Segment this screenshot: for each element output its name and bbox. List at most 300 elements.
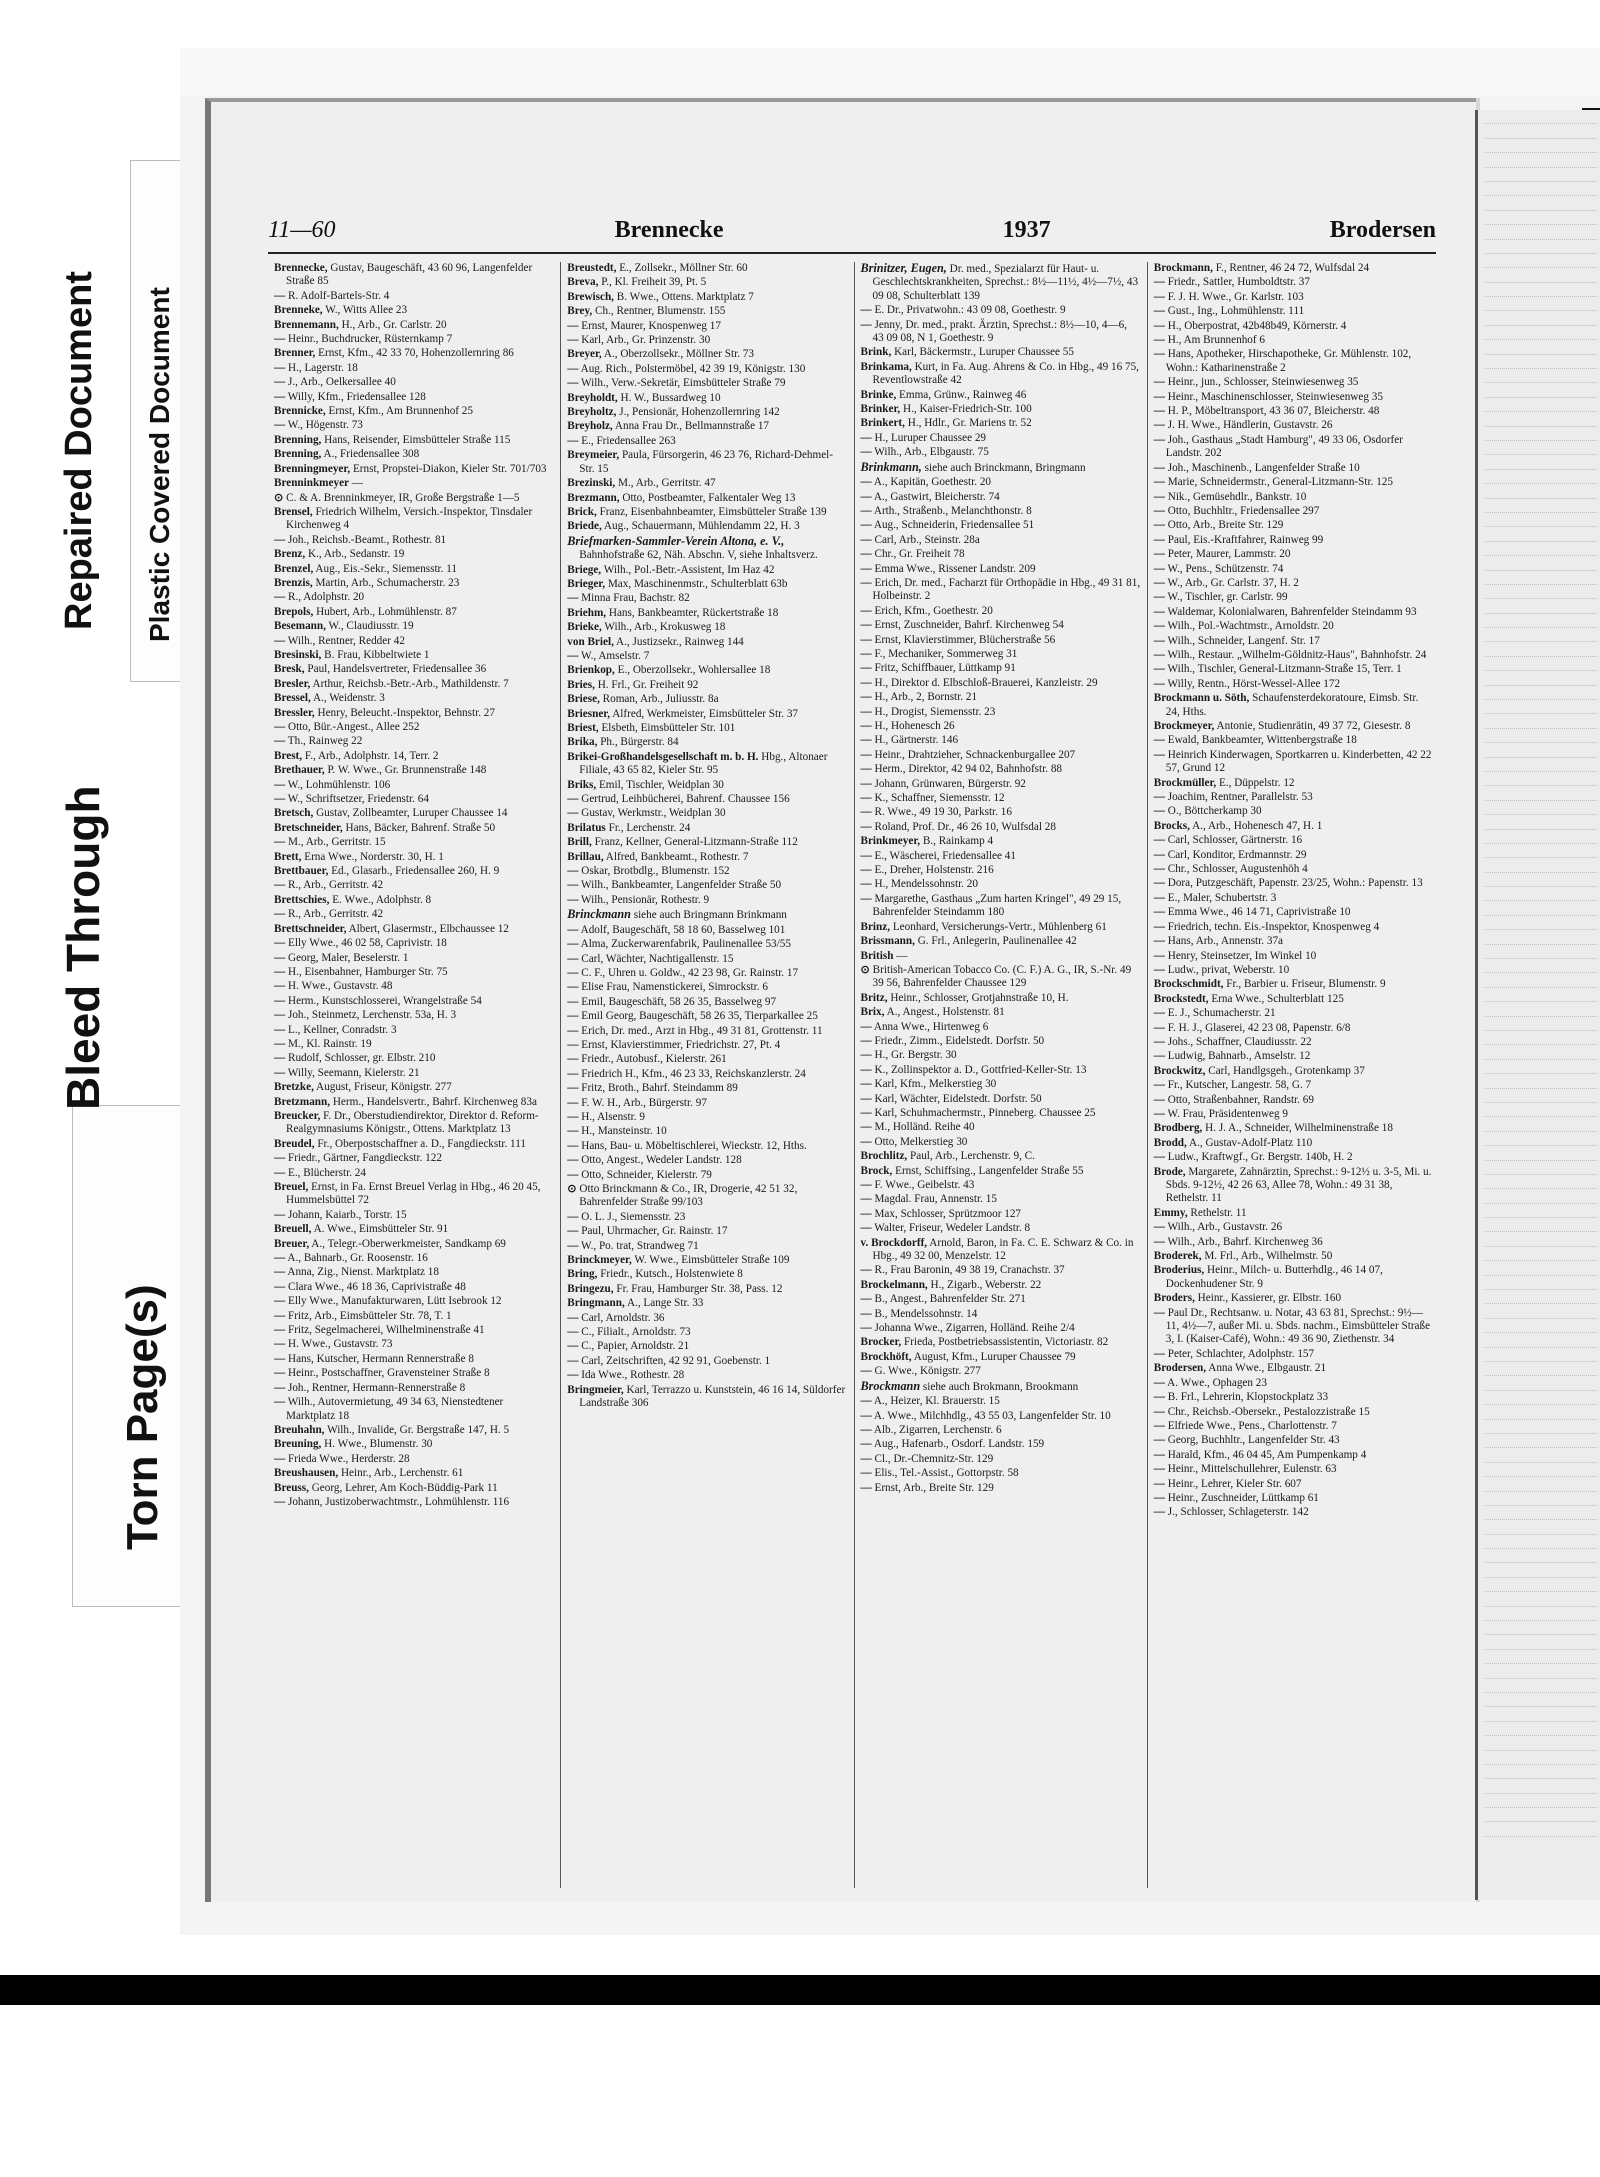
entry-name: v. Brockdorff,: [860, 1236, 928, 1249]
directory-entry: [567, 636, 847, 649]
entry-name: Brocker,: [860, 1336, 902, 1349]
directory-entry: [274, 304, 554, 317]
entry-name: —: [274, 1338, 286, 1351]
adjacent-page-line: [1484, 657, 1597, 671]
entry-details: Th., Rainweg 22: [285, 735, 363, 748]
adjacent-page-line: [1484, 1679, 1597, 1693]
entry-name: —: [1153, 834, 1165, 847]
directory-entry: [861, 1222, 1141, 1235]
adjacent-page-line: [1484, 642, 1597, 656]
adjacent-page-line: [1484, 945, 1597, 959]
adjacent-page-line: [1484, 1693, 1597, 1707]
adjacent-page-line: [1484, 830, 1597, 844]
entry-details: Clara Wwe., 46 18 36, Caprivistraße 48: [285, 1280, 466, 1293]
entry-name: Brepols,: [274, 605, 314, 618]
entry-name: —: [567, 938, 579, 951]
entry-name: —: [860, 619, 872, 632]
entry-name: —: [860, 318, 872, 331]
entry-name: Breushausen,: [274, 1467, 339, 1480]
directory-entry: [1154, 1079, 1434, 1092]
directory-entry: [274, 1353, 554, 1366]
entry-details: Karl, Kfm., Melkerstieg 30: [871, 1078, 997, 1091]
directory-entry: [861, 446, 1141, 459]
entry-name: —: [860, 849, 872, 862]
entry-details: K., Arb., Sedanstr. 19: [305, 548, 405, 561]
directory-entry: [1154, 863, 1434, 876]
directory-entry: [567, 276, 847, 289]
entry-details: A., Heizer, Kl. Brauerstr. 15: [871, 1395, 1000, 1408]
adjacent-page-line: [1484, 1808, 1597, 1822]
entry-details: Ernst, Schiffsing., Langenfelder Straße 55: [892, 1164, 1084, 1177]
entry-details: Georg, Maler, Beselerstr. 1: [285, 951, 409, 964]
entry-details: Anna Wwe., Hirtenweg 6: [871, 1020, 989, 1033]
entry-details: Heinr., jun., Schlosser, Steinwiesenweg 35: [1164, 376, 1359, 389]
entry-name: Brick,: [567, 505, 597, 518]
directory-entry: [274, 1152, 554, 1165]
entry-details: Otto, Schneider, Kielerstr. 79: [578, 1168, 712, 1181]
entry-details: W., Högenstr. 73: [285, 419, 363, 432]
entry-details: Paul, Eis.-Kraftfahrer, Rainweg 99: [1164, 533, 1324, 546]
entry-details: Martin, Arb., Schumacherstr. 23: [312, 576, 460, 589]
entry-details: B. Wwe., Ottens. Marktplatz 7: [613, 290, 754, 303]
directory-entry: [567, 1025, 847, 1038]
directory-entry: [861, 1193, 1141, 1206]
directory-entry: [274, 1110, 554, 1137]
directory-entry: [1154, 1449, 1434, 1462]
directory-entry: [861, 476, 1141, 489]
entry-details: B., Angest., Bahrenfelder Str. 271: [871, 1293, 1026, 1306]
directory-entry: [567, 879, 847, 892]
adjacent-page-line: [1484, 1664, 1597, 1678]
entry-details: Wilh., Pol.-Betr.-Assistent, Im Haz 42: [601, 563, 775, 576]
directory-entry: [1154, 1463, 1434, 1476]
entry-details: Antonie, Studienrätin, 49 37 72, Giesestr. 8: [1214, 720, 1411, 732]
scan-top-band: [180, 48, 1600, 96]
entry-details: R., Arb., Gerritstr. 42: [285, 879, 384, 892]
adjacent-page-line: [1484, 1002, 1597, 1016]
adjacent-page-line: [1484, 1405, 1597, 1419]
entry-details: Max, Maschinenmstr., Schulterblatt 63b: [605, 577, 788, 590]
entry-name: —: [1153, 1107, 1165, 1120]
entry-details: Ernst, Maurer, Knospenweg 17: [578, 319, 721, 332]
entry-name: —: [1153, 1506, 1165, 1519]
directory-entry: [274, 1424, 554, 1437]
directory-entry: [861, 1179, 1141, 1192]
entry-name: —: [860, 1467, 872, 1480]
entry-details: Rethelstr. 11: [1187, 1206, 1247, 1219]
directory-entry: [1154, 1377, 1434, 1390]
directory-entry: [861, 304, 1141, 317]
entry-details: W., Amselstr. 7: [578, 649, 650, 662]
entry-details: Elly Wwe., Manufakturwaren, Lütt Isebrook 12: [285, 1295, 502, 1308]
entry-name: —: [274, 634, 286, 647]
entry-name: —: [274, 937, 286, 950]
entry-name: Bries,: [567, 678, 595, 691]
entry-details: Fritz, Schiffbauer, Lüttkamp 91: [871, 662, 1016, 675]
entry-details: R., Adolphstr. 20: [285, 591, 365, 604]
adjacent-page-line: [1484, 1348, 1597, 1362]
entry-name: —: [860, 864, 872, 877]
directory-entry: [861, 491, 1141, 504]
entry-name: —: [1153, 461, 1165, 474]
entry-name: —: [567, 362, 579, 375]
directory-entry: [861, 1006, 1141, 1019]
entry-details: Wilh., Bankbeamter, Langenfelder Straße 50: [578, 879, 782, 892]
entry-name: Brinke,: [860, 388, 897, 401]
directory-entry: [1154, 921, 1434, 934]
entry-name: —: [860, 1409, 872, 1422]
entry-details: British-American Tobacco Co. (C. F.) A. G., IR, S.-Nr. 49 39 56, Bahrenfelder Chaussee 129: [869, 963, 1132, 990]
directory-entry: [1154, 720, 1434, 733]
adjacent-page-line: [1484, 916, 1597, 930]
entry-name: Brettschies,: [274, 893, 330, 906]
entry-name: —: [1153, 1434, 1165, 1447]
entry-details: Karl, Schuhmachermstr., Pinneberg. Chaussee 25: [871, 1106, 1096, 1119]
label-plastic: Plastic Covered Document: [144, 287, 175, 642]
directory-entry: [861, 1107, 1141, 1120]
entry-name: Besemann,: [274, 620, 326, 633]
adjacent-page-line: [1484, 513, 1597, 527]
directory-entry: [274, 620, 554, 633]
entry-name: Brockmann u. Söth,: [1153, 692, 1250, 705]
directory-entry: [274, 347, 554, 360]
entry-name: —: [1153, 1391, 1165, 1404]
entry-details: Johanna Wwe., Zigarren, Holländ. Reihe 2/4: [871, 1322, 1075, 1335]
entry-details: A., Weidenstr. 3: [310, 692, 385, 705]
entry-name: —: [567, 1096, 579, 1109]
entry-details: Paul, Handelsvertreter, Friedensallee 36: [304, 663, 487, 676]
entry-details: M., Kl. Rainstr. 19: [285, 1037, 372, 1050]
header-rule: [268, 252, 1436, 254]
entry-details: W. Wwe., Eimsbütteler Straße 109: [631, 1254, 790, 1267]
entry-name: Brode,: [1153, 1165, 1186, 1178]
entry-name: —: [567, 434, 579, 447]
entry-details: H. Wwe., Blumenstr. 30: [321, 1438, 433, 1451]
entry-details: Marie, Schneidermstr., General-Litzmann-Str. 125: [1164, 476, 1393, 489]
directory-entry: [1154, 1166, 1434, 1206]
directory-entry: [1154, 591, 1434, 604]
entry-details: Wilh., Verw.-Sekretär, Eimsbütteler Straße 79: [578, 377, 786, 390]
directory-entry: [1154, 1434, 1434, 1447]
directory-entry: [274, 807, 554, 820]
entry-name: Brettschneider,: [274, 922, 347, 935]
entry-name: —: [567, 592, 579, 605]
column-2: [561, 262, 854, 1888]
directory-entry: [567, 477, 847, 490]
entry-name: Breva,: [567, 276, 599, 289]
adjacent-page-line: [1484, 441, 1597, 455]
directory-entry: [274, 1052, 554, 1065]
entry-name: —: [567, 1082, 579, 1095]
directory-entry: [567, 535, 847, 563]
entry-details: A., Telegr.-Oberwerkmeister, Sandkamp 69: [309, 1237, 506, 1250]
entry-details: Johann, Kaiarb., Torstr. 15: [285, 1208, 407, 1221]
entry-name: —: [567, 1168, 579, 1181]
adjacent-page-line: [1484, 455, 1597, 469]
entry-details: R. Adolf-Bartels-Str. 4: [285, 289, 390, 302]
entry-name: Breuss,: [274, 1481, 309, 1494]
directory-entry: [861, 1380, 1141, 1394]
directory-entry: [567, 836, 847, 849]
directory-entry: [274, 1209, 554, 1222]
entry-name: —: [274, 994, 286, 1007]
entry-name: —: [567, 1038, 579, 1051]
entry-name: —: [567, 1053, 579, 1066]
directory-entry: [1154, 1108, 1434, 1121]
entry-name: —: [1153, 419, 1165, 432]
entry-name: —: [274, 1252, 286, 1265]
entry-name: Brockhöft,: [860, 1350, 912, 1363]
entry-name: —: [274, 390, 286, 403]
entry-details: Wilh., Pensionär, Rothestr. 9: [578, 893, 710, 906]
entry-name: —: [274, 1052, 286, 1065]
adjacent-page-line: [1484, 1578, 1597, 1592]
directory-entry: [274, 635, 554, 648]
entry-details: B., Mendelssohnstr. 14: [871, 1307, 978, 1320]
entry-details: Nik., Gemüsehdlr., Bankstr. 10: [1164, 490, 1307, 503]
entry-name: —: [274, 1352, 286, 1365]
entry-name: Briks,: [567, 778, 597, 791]
directory-entry: [861, 749, 1141, 762]
adjacent-page-line: [1484, 1175, 1597, 1189]
directory-entry: [861, 403, 1141, 416]
directory-entry: [1154, 1492, 1434, 1505]
directory-entry: [274, 779, 554, 792]
entry-details: Joh., Reichsb.-Beamt., Rothestr. 81: [285, 533, 447, 546]
directory-entry: [861, 548, 1141, 561]
entry-details: Herm., Kunstschlosserei, Wrangelstraße 54: [285, 994, 482, 1007]
header-first-entry: Brennecke: [614, 216, 724, 243]
directory-entry: [1154, 1050, 1434, 1063]
entry-details: H. W., Bussardweg 10: [617, 391, 721, 404]
entry-details: Carl, Konditor, Erdmannstr. 29: [1164, 848, 1307, 861]
entry-name: —: [274, 289, 286, 302]
directory-entry: [861, 1293, 1141, 1306]
entry-name: —: [1153, 620, 1165, 633]
entry-name: —: [1153, 734, 1165, 747]
directory-entry: [274, 1367, 554, 1380]
directory-entry: [274, 1238, 554, 1251]
adjacent-page-line: [1484, 1707, 1597, 1721]
entry-details: Otto, Postbeamter, Falkentaler Weg 13: [619, 491, 796, 504]
entry-name: British: [860, 949, 894, 962]
adjacent-page-line: [1484, 1650, 1597, 1664]
directory-entry: [1154, 978, 1434, 991]
entry-name: —: [1153, 348, 1165, 361]
entry-name: Briese,: [567, 693, 600, 706]
entry-name: Brillau,: [567, 850, 604, 863]
entry-details: C. F., Uhren u. Goldw., 42 23 98, Gr. Rainstr. 17: [578, 966, 799, 979]
entry-name: —: [860, 576, 872, 589]
label-repaired: Repaired Document: [58, 271, 100, 630]
entry-name: —: [860, 1365, 872, 1378]
directory-entry: [1154, 877, 1434, 890]
directory-entry: [1154, 491, 1434, 504]
entry-details: Ernst, Klavierstimmer, Blücherstraße 56: [871, 633, 1056, 646]
entry-details: Ernst, Kfm., 42 33 70, Hohenzollernring 86: [315, 347, 514, 360]
directory-entry: [567, 1355, 847, 1368]
directory-entry: [861, 519, 1141, 532]
entry-name: —: [860, 662, 872, 675]
entry-details: Georg, Lehrer, Am Koch-Büddig-Park 11: [308, 1481, 498, 1494]
entry-details: Heinr., Arb., Lerchenstr. 61: [338, 1467, 464, 1480]
directory-entry: [1154, 1207, 1434, 1220]
entry-name: —: [860, 1063, 872, 1076]
entry-name: —: [860, 1106, 872, 1119]
entry-name: —: [1153, 290, 1165, 303]
entry-details: O., Böttcherkamp 30: [1164, 805, 1262, 818]
entry-name: —: [1153, 390, 1165, 403]
directory-entry: [861, 835, 1141, 848]
adjacent-page-line: [1484, 1132, 1597, 1146]
entry-name: Brockstedt,: [1153, 992, 1209, 1005]
entry-details: H., Gr. Bergstr. 30: [871, 1049, 957, 1062]
entry-details: A., Oberzollsekr., Möllner Str. 73: [601, 348, 754, 361]
directory-entry: [274, 649, 554, 662]
entry-details: R., Frau Baronin, 49 38 19, Cranachstr. 37: [871, 1264, 1065, 1277]
directory-entry: [861, 346, 1141, 359]
entry-name: Briest,: [567, 722, 599, 734]
adjacent-page-line: [1484, 1549, 1597, 1563]
entry-name: —: [860, 1322, 872, 1335]
label-torn: Torn Page(s): [118, 1284, 167, 1550]
directory-entry: [1154, 1264, 1434, 1291]
adjacent-page-line: [1484, 959, 1597, 973]
entry-name: Briefmarken-Sammler-Verein Altona, e. V.,: [567, 533, 785, 548]
entry-name: —: [860, 1049, 872, 1062]
entry-details: Wilh., Rentner, Redder 42: [285, 634, 405, 647]
directory-entry: [274, 663, 554, 676]
entry-details: A., Justizsekr., Rainweg 144: [613, 635, 744, 648]
directory-entry: [274, 1223, 554, 1236]
entry-details: E., Maler, Schubertstr. 3: [1164, 891, 1277, 904]
entry-details: Jenny, Dr. med., prakt. Ärztin, Sprechst.: 8½—10, 4—6, 43 09 08, N 1, Goethestr. 9: [871, 318, 1127, 345]
entry-details: Ch., Rentner, Blumenstr. 155: [592, 305, 726, 318]
directory-entry: [1154, 649, 1434, 662]
entry-name: —: [1153, 949, 1165, 962]
entry-details: Waldemar, Kolonialwaren, Bahrenfelder Steindamm 93: [1164, 605, 1417, 618]
adjacent-page-line: [1484, 873, 1597, 887]
entry-details: Gustav, Zollbeamter, Luruper Chaussee 14: [313, 807, 508, 820]
directory-entry: [567, 793, 847, 806]
directory-entry: [861, 1467, 1141, 1480]
entry-details: Fr. Frau, Hamburger Str. 38, Pass. 12: [613, 1282, 783, 1295]
adjacent-page-line: [1484, 858, 1597, 872]
entry-details: Aug., Schneiderin, Friedensallee 51: [871, 519, 1035, 532]
entry-details: Friedrich Wilhelm, Versich.-Inspektor, Tinsdaler Kirchenweg 4: [286, 505, 533, 532]
entry-name: —: [860, 720, 872, 732]
adjacent-page-line: [1484, 398, 1597, 412]
directory-entry: [861, 534, 1141, 547]
entry-name: —: [274, 1280, 286, 1293]
entry-details: E. Wwe., Adolphstr. 8: [329, 893, 432, 906]
entry-details: Aug., Schauermann, Mühlendamm 22, H. 3: [601, 520, 800, 533]
directory-entry: [861, 734, 1141, 747]
directory-entry: [274, 1024, 554, 1037]
directory-entry: [1154, 1292, 1434, 1305]
entry-name: Breyholz,: [567, 420, 613, 433]
entry-details: Dora, Putzgeschäft, Papenstr. 23/25, Wohn.: Papenstr. 13: [1164, 877, 1423, 890]
entry-name: Bresk,: [274, 663, 305, 676]
directory-entry: [1154, 692, 1434, 719]
adjacent-page-line: [1484, 1607, 1597, 1621]
entry-details: J., Arb., Oelkersallee 40: [285, 376, 396, 389]
entry-name: —: [274, 721, 286, 733]
entry-details: W., Tischler, gr. Carlstr. 99: [1164, 591, 1288, 604]
entry-details: Hans, Bau- u. Möbeltischlerei, Wieckstr. 12, Hths.: [578, 1139, 807, 1152]
directory-entry: [274, 548, 554, 561]
directory-entry: [1154, 1221, 1434, 1234]
directory-entry: [861, 720, 1141, 733]
entry-name: —: [1153, 576, 1165, 589]
entry-details: E., Dreher, Holstenstr. 216: [871, 864, 994, 877]
entry-details: Magdal. Frau, Annenstr. 15: [871, 1193, 997, 1206]
entry-details: Frieda Wwe., Herderstr. 28: [285, 1452, 410, 1465]
adjacent-page-line: [1484, 1765, 1597, 1779]
adjacent-page-line: [1484, 1161, 1597, 1175]
adjacent-page-line: [1484, 1189, 1597, 1203]
directory-entry: [274, 865, 554, 878]
entry-details: H., Oberpostrat, 42b48b49, Körnerstr. 4: [1164, 319, 1347, 332]
entry-details: Ernst, Propstei-Diakon, Kieler Str. 701/703: [350, 462, 547, 475]
entry-details: Emil Georg, Baugeschäft, 58 26 35, Tierparkallee 25: [578, 1010, 818, 1023]
directory-entry: [1154, 1036, 1434, 1049]
adjacent-page-line: [1484, 671, 1597, 685]
entry-name: Breyholtz,: [567, 406, 617, 419]
entry-name: —: [860, 806, 872, 819]
entry-details: Johann, Justizoberwachtmstr., Lohmühlenstr. 116: [285, 1495, 510, 1508]
entry-name: —: [1153, 906, 1165, 919]
entry-details: August, Friseur, Königstr. 277: [313, 1081, 452, 1094]
directory-entry: [274, 319, 554, 332]
entry-name: —: [274, 376, 286, 389]
directory-entry: [567, 1340, 847, 1353]
adjacent-page-line: [1484, 1506, 1597, 1520]
directory-entry: [1154, 1307, 1434, 1347]
entry-details: F. W. H., Arb., Bürgerstr. 97: [578, 1096, 707, 1109]
entry-name: —: [860, 1193, 872, 1206]
entry-details: G. Frl., Anlegerin, Paulinenallee 42: [914, 935, 1077, 948]
entry-details: Cl., Dr.-Chemnitz-Str. 129: [871, 1452, 994, 1465]
entry-name: —: [860, 1078, 872, 1091]
entry-details: Heinr., Lehrer, Kieler Str. 607: [1164, 1477, 1302, 1490]
entry-details: C., Papier, Arnoldstr. 21: [578, 1340, 690, 1353]
entry-details: Ernst, in Fa. Ernst Breuel Verlag in Hbg., 46 20 45, Hummelsbüttel 72: [286, 1181, 541, 1207]
adjacent-page-line: [1484, 283, 1597, 297]
entry-name: Brenneke,: [274, 304, 323, 317]
entry-name: —: [1153, 791, 1165, 804]
entry-name: —: [860, 633, 872, 646]
directory-entry: [567, 1326, 847, 1339]
entry-name: Brettbauer,: [274, 865, 329, 878]
entry-details: H., Arb., 2, Bornstr. 21: [871, 691, 978, 704]
entry-details: Carl, Arb., Steinstr. 28a: [871, 533, 980, 546]
directory-entry: [1154, 391, 1434, 404]
directory-entry: [274, 1324, 554, 1337]
directory-entry: [1154, 805, 1434, 818]
directory-entry: [567, 406, 847, 419]
directory-entry: [1154, 476, 1434, 489]
entry-details: Ernst, Zuschneider, Bahrf. Kirchenweg 54: [871, 619, 1064, 632]
adjacent-page-line: [1484, 556, 1597, 570]
entry-details: Schaufensterdekoratoure, Eimsb. Str. 24, Hths.: [1165, 692, 1419, 718]
adjacent-page-line: [1484, 124, 1597, 138]
adjacent-page-line: [1484, 714, 1597, 728]
adjacent-page-line: [1484, 628, 1597, 642]
entry-name: —: [860, 1092, 872, 1105]
entry-name: —: [860, 1020, 872, 1033]
directory-entry: [567, 1225, 847, 1238]
